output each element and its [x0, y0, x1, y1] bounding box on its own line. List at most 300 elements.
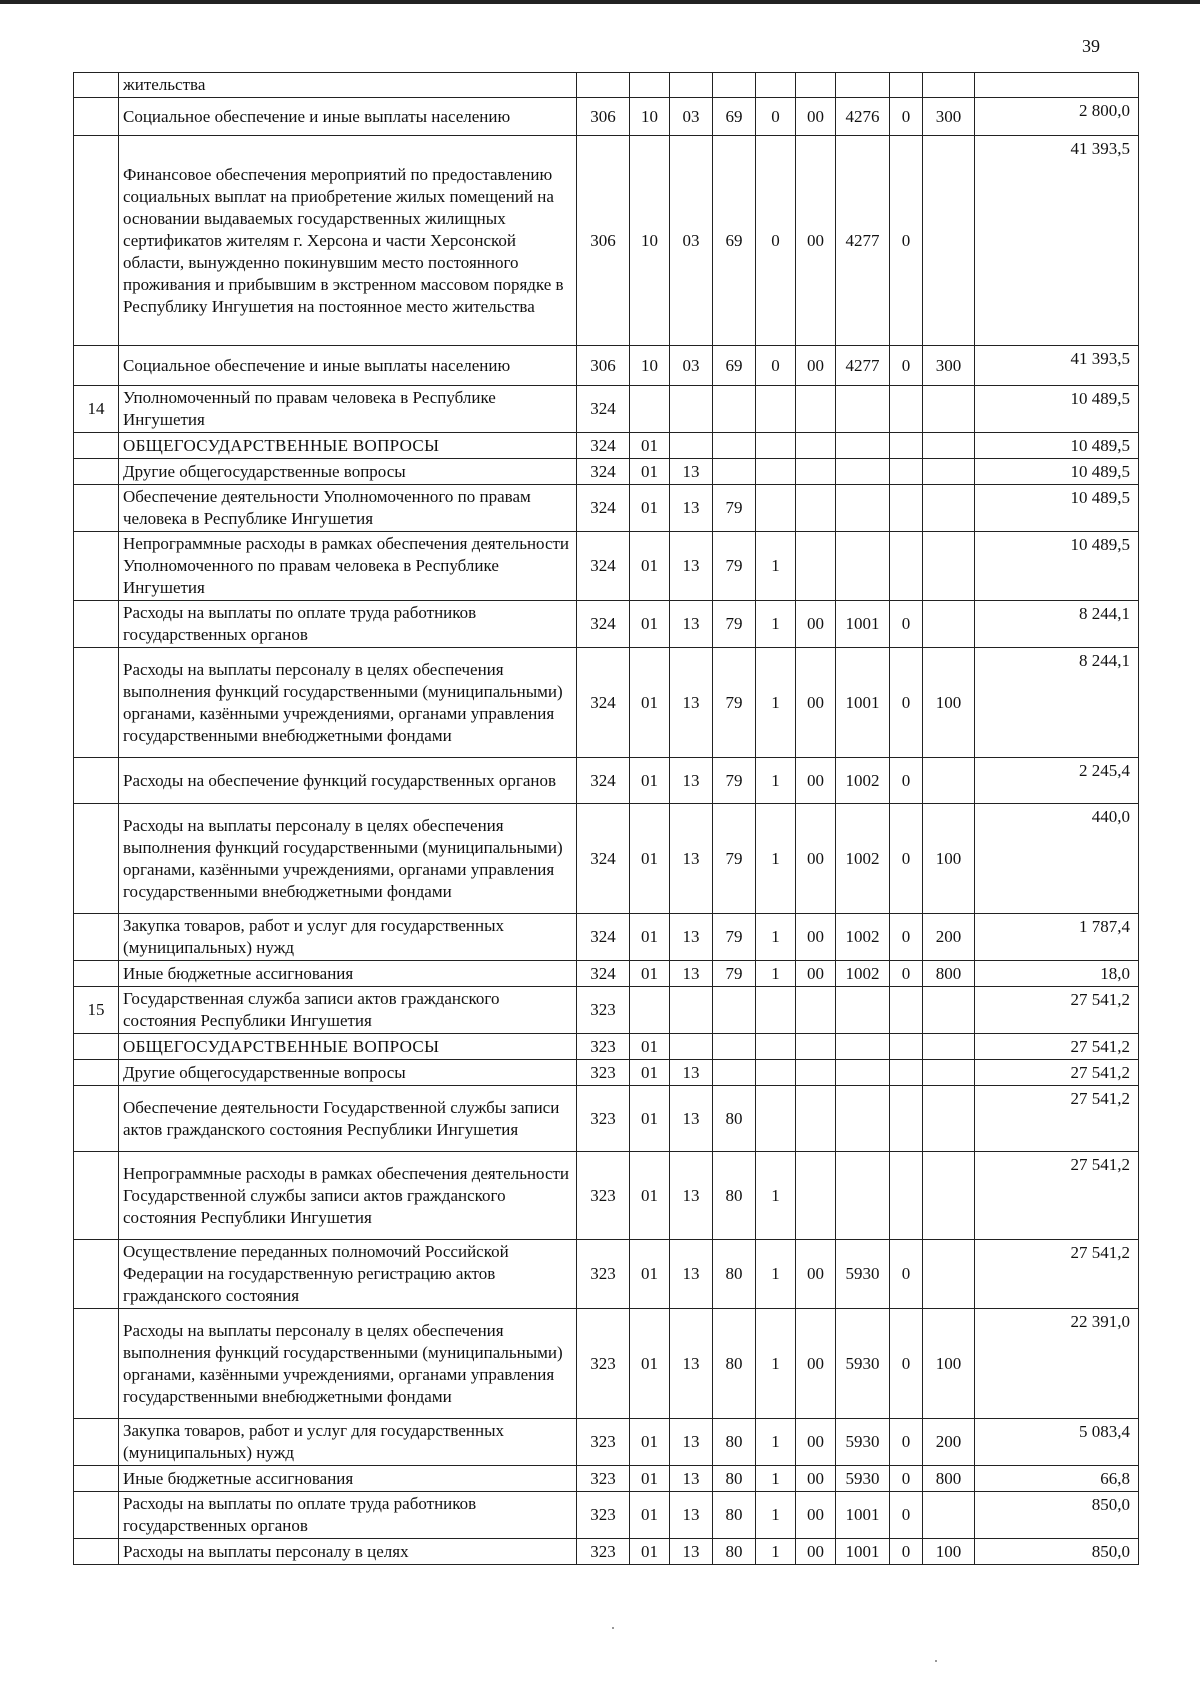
cell-p4: 4277	[836, 136, 890, 346]
cell-p4: 1001	[836, 648, 890, 758]
cell-sum: 8 244,1	[975, 648, 1139, 758]
cell-sum: 10 489,5	[975, 386, 1139, 433]
cell-p4: 5930	[836, 1419, 890, 1466]
cell-num	[74, 758, 119, 804]
cell-p1: 79	[713, 961, 756, 987]
cell-p3: 00	[796, 346, 836, 386]
cell-pr: 13	[670, 1152, 713, 1240]
cell-sum: 27 541,2	[975, 1240, 1139, 1309]
cell-p1: 80	[713, 1309, 756, 1419]
table-row	[74, 532, 1139, 601]
cell-sum: 27 541,2	[975, 1060, 1139, 1086]
cell-p1: 79	[713, 804, 756, 914]
cell-p5: 0	[890, 136, 923, 346]
table-row	[74, 1086, 1139, 1152]
cell-p2	[756, 459, 796, 485]
cell-p4: 1002	[836, 961, 890, 987]
cell-p5	[890, 1034, 923, 1060]
table-row	[74, 914, 1139, 961]
cell-rz: 01	[630, 1419, 670, 1466]
cell-p3	[796, 1086, 836, 1152]
table-row	[74, 1492, 1139, 1539]
cell-p2: 1	[756, 758, 796, 804]
cell-p4	[836, 485, 890, 532]
cell-ved: 324	[577, 758, 630, 804]
cell-name: Расходы на выплаты по оплате труда работников государственных органов	[119, 1492, 577, 1539]
cell-num	[74, 346, 119, 386]
cell-pr: 03	[670, 346, 713, 386]
cell-sum: 1 787,4	[975, 914, 1139, 961]
cell-p3: 00	[796, 804, 836, 914]
cell-ved: 323	[577, 1309, 630, 1419]
cell-sum: 66,8	[975, 1466, 1139, 1492]
cell-rz: 01	[630, 758, 670, 804]
cell-p5	[890, 433, 923, 459]
cell-p4: 5930	[836, 1240, 890, 1309]
cell-num	[74, 1086, 119, 1152]
cell-rz	[630, 987, 670, 1034]
cell-sum: 440,0	[975, 804, 1139, 914]
cell-p4: 5930	[836, 1466, 890, 1492]
cell-p5	[890, 485, 923, 532]
cell-sum: 5 083,4	[975, 1419, 1139, 1466]
cell-p3	[796, 532, 836, 601]
cell-name: Расходы на выплаты персоналу в целях обеспечения выполнения функций государственными (муниципальными) органами, казёнными учреждениями, органами управления государственными внебюджетными фондами	[119, 804, 577, 914]
cell-p4	[836, 433, 890, 459]
cell-name: Финансовое обеспечения мероприятий по предоставлению социальных выплат на приобретение жилых помещений на основании выдаваемых государственных жилищных сертификатов жителям г. Херсона и части Херсонской области, вынужденно покинувшим место постоянного проживания и прибывшим в экстренном массовом порядке в Республику Ингушетия на постоянное место жительства	[119, 136, 577, 346]
cell-p5: 0	[890, 648, 923, 758]
cell-ved: 324	[577, 433, 630, 459]
cell-p1: 80	[713, 1539, 756, 1565]
cell-p5: 0	[890, 98, 923, 136]
cell-p4	[836, 532, 890, 601]
cell-vr	[923, 386, 975, 433]
cell-p3: 00	[796, 136, 836, 346]
cell-p2	[756, 987, 796, 1034]
cell-p4	[836, 386, 890, 433]
cell-pr	[670, 386, 713, 433]
cell-rz: 10	[630, 346, 670, 386]
cell-pr: 13	[670, 961, 713, 987]
cell-ved: 323	[577, 1419, 630, 1466]
cell-ved: 324	[577, 601, 630, 648]
cell-name: жительства	[119, 73, 577, 98]
cell-ved: 324	[577, 485, 630, 532]
cell-num	[74, 1539, 119, 1565]
cell-rz	[630, 386, 670, 433]
cell-pr	[670, 433, 713, 459]
cell-num: 14	[74, 386, 119, 433]
cell-sum: 41 393,5	[975, 346, 1139, 386]
cell-vr	[923, 1060, 975, 1086]
cell-pr: 13	[670, 485, 713, 532]
cell-p4	[836, 1060, 890, 1086]
cell-vr	[923, 459, 975, 485]
table-row	[74, 987, 1139, 1034]
cell-num	[74, 914, 119, 961]
cell-p5: 0	[890, 758, 923, 804]
cell-vr	[923, 73, 975, 98]
cell-ved: 323	[577, 1466, 630, 1492]
cell-ved: 324	[577, 648, 630, 758]
cell-rz: 10	[630, 136, 670, 346]
cell-p5	[890, 386, 923, 433]
cell-pr: 13	[670, 532, 713, 601]
cell-num	[74, 1309, 119, 1419]
cell-num	[74, 98, 119, 136]
cell-name: ОБЩЕГОСУДАРСТВЕННЫЕ ВОПРОСЫ	[119, 1034, 577, 1060]
cell-p1: 80	[713, 1492, 756, 1539]
cell-name: Расходы на выплаты по оплате труда работников государственных органов	[119, 601, 577, 648]
cell-num	[74, 648, 119, 758]
cell-sum: 2 800,0	[975, 98, 1139, 136]
cell-p3: 00	[796, 1539, 836, 1565]
cell-num	[74, 1466, 119, 1492]
cell-ved: 306	[577, 136, 630, 346]
cell-p5	[890, 1060, 923, 1086]
cell-vr: 100	[923, 804, 975, 914]
cell-sum: 22 391,0	[975, 1309, 1139, 1419]
table-row	[74, 1240, 1139, 1309]
cell-p4: 4276	[836, 98, 890, 136]
cell-rz: 01	[630, 601, 670, 648]
cell-num	[74, 532, 119, 601]
cell-p4	[836, 1034, 890, 1060]
cell-sum: 8 244,1	[975, 601, 1139, 648]
cell-name: Социальное обеспечение и иные выплаты населению	[119, 346, 577, 386]
cell-p4: 4277	[836, 346, 890, 386]
cell-p3: 00	[796, 1492, 836, 1539]
cell-vr	[923, 485, 975, 532]
cell-p1	[713, 459, 756, 485]
cell-p2	[756, 1060, 796, 1086]
cell-name: Расходы на выплаты персоналу в целях	[119, 1539, 577, 1565]
cell-p2: 1	[756, 804, 796, 914]
table-row	[74, 346, 1139, 386]
cell-rz: 01	[630, 1034, 670, 1060]
cell-name: Иные бюджетные ассигнования	[119, 1466, 577, 1492]
cell-rz: 01	[630, 1539, 670, 1565]
table-row	[74, 1539, 1139, 1565]
cell-p1: 79	[713, 758, 756, 804]
cell-sum: 41 393,5	[975, 136, 1139, 346]
page-number: 39	[1082, 36, 1100, 56]
cell-vr	[923, 1034, 975, 1060]
cell-ved: 324	[577, 532, 630, 601]
cell-p3: 00	[796, 1466, 836, 1492]
cell-p2: 1	[756, 914, 796, 961]
cell-p2	[756, 485, 796, 532]
cell-vr	[923, 1492, 975, 1539]
cell-vr	[923, 1240, 975, 1309]
cell-p5	[890, 987, 923, 1034]
cell-name: Социальное обеспечение и иные выплаты населению	[119, 98, 577, 136]
cell-pr: 13	[670, 459, 713, 485]
cell-p3	[796, 73, 836, 98]
cell-rz: 01	[630, 961, 670, 987]
cell-p2	[756, 1034, 796, 1060]
cell-num	[74, 485, 119, 532]
cell-vr	[923, 532, 975, 601]
cell-name: Закупка товаров, работ и услуг для государственных (муниципальных) нужд	[119, 1419, 577, 1466]
cell-p2	[756, 1086, 796, 1152]
cell-pr	[670, 1034, 713, 1060]
cell-p5: 0	[890, 961, 923, 987]
cell-rz: 01	[630, 914, 670, 961]
cell-vr: 100	[923, 1539, 975, 1565]
cell-p2: 0	[756, 136, 796, 346]
cell-rz: 01	[630, 459, 670, 485]
cell-vr: 200	[923, 1419, 975, 1466]
cell-name: Осуществление переданных полномочий Российской Федерации на государственную регистрацию актов гражданского состояния	[119, 1240, 577, 1309]
cell-p4	[836, 987, 890, 1034]
table-row	[74, 1419, 1139, 1466]
cell-vr: 300	[923, 346, 975, 386]
cell-pr: 13	[670, 1240, 713, 1309]
cell-p2: 1	[756, 1466, 796, 1492]
table-row	[74, 1034, 1139, 1060]
cell-p1	[713, 386, 756, 433]
cell-pr: 13	[670, 1060, 713, 1086]
table-row	[74, 758, 1139, 804]
cell-num	[74, 601, 119, 648]
cell-p1: 80	[713, 1419, 756, 1466]
cell-pr: 03	[670, 136, 713, 346]
cell-name: Расходы на выплаты персоналу в целях обеспечения выполнения функций государственными (муниципальными) органами, казёнными учреждениями, органами управления государственными внебюджетными фондами	[119, 648, 577, 758]
cell-num	[74, 1034, 119, 1060]
cell-rz: 01	[630, 1309, 670, 1419]
cell-num	[74, 1419, 119, 1466]
table-row	[74, 648, 1139, 758]
table-row	[74, 1309, 1139, 1419]
table-row	[74, 433, 1139, 459]
cell-num	[74, 136, 119, 346]
cell-p5: 0	[890, 1309, 923, 1419]
cell-rz: 01	[630, 804, 670, 914]
table-row	[74, 136, 1139, 346]
cell-p4: 1002	[836, 914, 890, 961]
cell-sum: 10 489,5	[975, 485, 1139, 532]
cell-ved: 323	[577, 1492, 630, 1539]
cell-p1: 79	[713, 914, 756, 961]
cell-p3: 00	[796, 1419, 836, 1466]
cell-p1	[713, 433, 756, 459]
cell-pr	[670, 73, 713, 98]
cell-p3: 00	[796, 1309, 836, 1419]
cell-rz: 01	[630, 1240, 670, 1309]
cell-vr: 100	[923, 1309, 975, 1419]
cell-p1: 80	[713, 1466, 756, 1492]
cell-sum: 2 245,4	[975, 758, 1139, 804]
cell-ved: 324	[577, 386, 630, 433]
cell-p3	[796, 987, 836, 1034]
cell-num	[74, 1240, 119, 1309]
cell-num: 15	[74, 987, 119, 1034]
cell-p1: 79	[713, 485, 756, 532]
cell-name: Закупка товаров, работ и услуг для государственных (муниципальных) нужд	[119, 914, 577, 961]
cell-ved: 324	[577, 914, 630, 961]
cell-p3	[796, 386, 836, 433]
cell-p2: 1	[756, 1539, 796, 1565]
cell-rz: 01	[630, 532, 670, 601]
cell-p5: 0	[890, 346, 923, 386]
cell-num	[74, 961, 119, 987]
cell-sum: 850,0	[975, 1539, 1139, 1565]
cell-p3: 00	[796, 914, 836, 961]
cell-ved: 323	[577, 1539, 630, 1565]
cell-vr: 800	[923, 1466, 975, 1492]
cell-pr: 13	[670, 1539, 713, 1565]
cell-p2	[756, 386, 796, 433]
cell-sum: 10 489,5	[975, 433, 1139, 459]
cell-p1: 69	[713, 136, 756, 346]
cell-ved: 323	[577, 987, 630, 1034]
cell-vr: 100	[923, 648, 975, 758]
table-row	[74, 1466, 1139, 1492]
cell-p3	[796, 1060, 836, 1086]
cell-rz: 01	[630, 1060, 670, 1086]
cell-p1	[713, 1060, 756, 1086]
cell-p2: 1	[756, 961, 796, 987]
cell-p4	[836, 73, 890, 98]
cell-p1: 80	[713, 1086, 756, 1152]
cell-sum: 10 489,5	[975, 459, 1139, 485]
page-top-edge	[0, 0, 1200, 4]
cell-rz: 10	[630, 98, 670, 136]
cell-p5	[890, 459, 923, 485]
cell-sum: 850,0	[975, 1492, 1139, 1539]
cell-p3: 00	[796, 648, 836, 758]
cell-ved: 323	[577, 1240, 630, 1309]
table-row	[74, 98, 1139, 136]
cell-vr: 300	[923, 98, 975, 136]
table-row	[74, 961, 1139, 987]
cell-p3	[796, 1152, 836, 1240]
cell-p3	[796, 485, 836, 532]
cell-p1: 80	[713, 1240, 756, 1309]
table-row	[74, 804, 1139, 914]
cell-p4: 5930	[836, 1309, 890, 1419]
cell-p4	[836, 1152, 890, 1240]
cell-p5: 0	[890, 1240, 923, 1309]
cell-num	[74, 804, 119, 914]
cell-pr: 13	[670, 1086, 713, 1152]
cell-name: Обеспечение деятельности Уполномоченного по правам человека в Республике Ингушетия	[119, 485, 577, 532]
cell-num	[74, 1060, 119, 1086]
cell-pr: 13	[670, 758, 713, 804]
cell-name: Расходы на выплаты персоналу в целях обеспечения выполнения функций государственными (муниципальными) органами, казёнными учреждениями, органами управления государственными внебюджетными фондами	[119, 1309, 577, 1419]
cell-pr: 13	[670, 601, 713, 648]
cell-p1	[713, 73, 756, 98]
cell-pr: 13	[670, 648, 713, 758]
cell-num	[74, 459, 119, 485]
cell-name: Расходы на обеспечение функций государственных органов	[119, 758, 577, 804]
cell-sum: 27 541,2	[975, 1152, 1139, 1240]
cell-p3: 00	[796, 98, 836, 136]
cell-rz	[630, 73, 670, 98]
cell-p1: 69	[713, 346, 756, 386]
cell-p2: 0	[756, 346, 796, 386]
cell-p1: 79	[713, 601, 756, 648]
table-row	[74, 1152, 1139, 1240]
cell-sum	[975, 73, 1139, 98]
cell-ved: 323	[577, 1060, 630, 1086]
cell-sum: 10 489,5	[975, 532, 1139, 601]
cell-ved: 324	[577, 459, 630, 485]
cell-p5: 0	[890, 804, 923, 914]
cell-p4: 1001	[836, 1539, 890, 1565]
cell-pr: 13	[670, 1419, 713, 1466]
cell-p2: 1	[756, 532, 796, 601]
cell-rz: 01	[630, 1086, 670, 1152]
cell-name: Государственная служба записи актов гражданского состояния Республики Ингушетия	[119, 987, 577, 1034]
cell-sum: 27 541,2	[975, 987, 1139, 1034]
cell-num	[74, 433, 119, 459]
cell-rz: 01	[630, 485, 670, 532]
cell-p1	[713, 987, 756, 1034]
cell-num	[74, 1152, 119, 1240]
cell-p5: 0	[890, 1492, 923, 1539]
cell-vr	[923, 136, 975, 346]
cell-pr: 13	[670, 1309, 713, 1419]
cell-p2: 1	[756, 1492, 796, 1539]
cell-name: Другие общегосударственные вопросы	[119, 1060, 577, 1086]
cell-name: Другие общегосударственные вопросы	[119, 459, 577, 485]
table-row	[74, 386, 1139, 433]
cell-rz: 01	[630, 433, 670, 459]
cell-rz: 01	[630, 1492, 670, 1539]
cell-ved: 306	[577, 346, 630, 386]
cell-rz: 01	[630, 1466, 670, 1492]
cell-ved: 323	[577, 1086, 630, 1152]
cell-p5: 0	[890, 1419, 923, 1466]
cell-p4: 1002	[836, 758, 890, 804]
table-row	[74, 459, 1139, 485]
cell-p3: 00	[796, 1240, 836, 1309]
cell-p3: 00	[796, 601, 836, 648]
cell-ved: 323	[577, 1152, 630, 1240]
cell-ved	[577, 73, 630, 98]
cell-vr	[923, 987, 975, 1034]
cell-rz: 01	[630, 648, 670, 758]
table-row	[74, 73, 1139, 98]
cell-name: Иные бюджетные ассигнования	[119, 961, 577, 987]
cell-vr	[923, 601, 975, 648]
cell-p2: 1	[756, 601, 796, 648]
cell-pr: 13	[670, 914, 713, 961]
cell-pr: 13	[670, 1466, 713, 1492]
cell-p5: 0	[890, 914, 923, 961]
cell-name: ОБЩЕГОСУДАРСТВЕННЫЕ ВОПРОСЫ	[119, 433, 577, 459]
cell-p3	[796, 459, 836, 485]
cell-p1: 80	[713, 1152, 756, 1240]
cell-name: Непрограммные расходы в рамках обеспечения деятельности Государственной службы записи актов гражданского состояния Республики Ингушетия	[119, 1152, 577, 1240]
cell-p5: 0	[890, 1539, 923, 1565]
cell-vr	[923, 758, 975, 804]
cell-p2	[756, 73, 796, 98]
cell-p5	[890, 1086, 923, 1152]
scan-speck	[612, 1627, 614, 1629]
cell-ved: 323	[577, 1034, 630, 1060]
cell-p4: 1002	[836, 804, 890, 914]
cell-p2: 1	[756, 1152, 796, 1240]
cell-num	[74, 1492, 119, 1539]
table-body	[74, 73, 1139, 1565]
cell-p4: 1001	[836, 1492, 890, 1539]
cell-ved: 306	[577, 98, 630, 136]
cell-vr: 800	[923, 961, 975, 987]
cell-pr: 03	[670, 98, 713, 136]
